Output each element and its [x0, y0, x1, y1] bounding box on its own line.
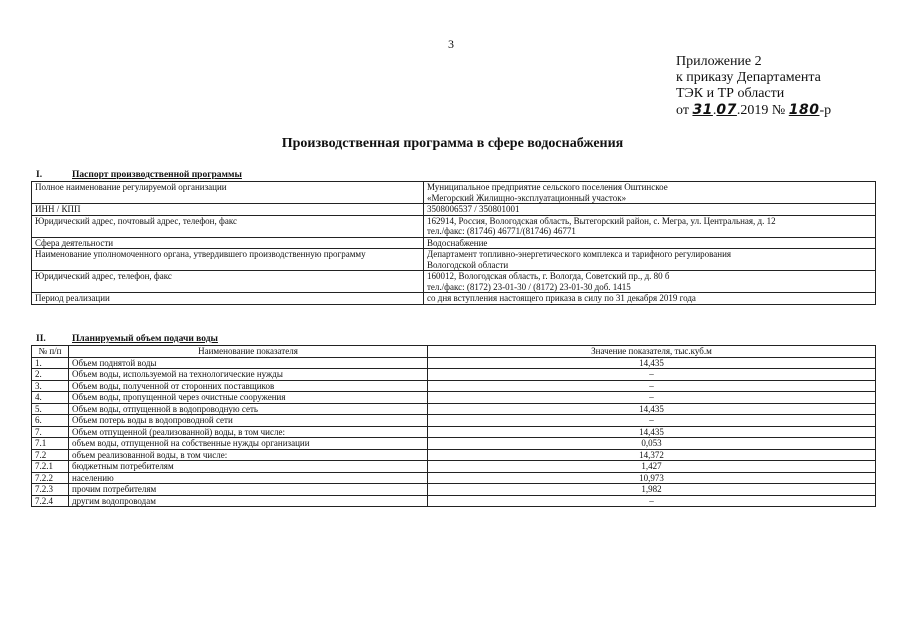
row-value: – — [428, 415, 876, 427]
passport-value — [424, 249, 876, 271]
passport-value — [424, 182, 876, 204]
passport-value — [424, 293, 876, 305]
table-row — [32, 495, 876, 507]
row-name: Объем воды, отпущенной в водопроводную сеть — [69, 403, 428, 415]
table-row — [32, 249, 876, 271]
passport-label: Юридический адрес, телефон, факс — [32, 271, 424, 293]
order-suffix: -р — [819, 103, 832, 118]
row-number: 5. — [32, 403, 69, 415]
date-day: 31 — [692, 102, 713, 118]
table-row — [32, 182, 876, 204]
row-value: 1,427 — [428, 461, 876, 473]
row-name: Объем отпущенной (реализованной) воды, в том числе: — [69, 426, 428, 438]
table-header-row — [32, 346, 876, 358]
row-number: 7.2.3 — [32, 484, 69, 496]
row-name: Объем поднятой воды — [69, 357, 428, 369]
row-value: 10,973 — [428, 472, 876, 484]
passport-label: ИНН / КПП — [32, 204, 424, 216]
passport-value-line: Вологодской области — [427, 259, 509, 270]
row-name: Объем потерь воды в водопроводной сети — [69, 415, 428, 427]
date-year: .2019 № — [736, 103, 789, 118]
passport-value-line: со дня вступления настоящего приказа в силу по 31 декабря 2019 года — [427, 293, 696, 303]
order-number: 180 — [788, 102, 820, 118]
appendix-line-1: Приложение 2 — [676, 54, 762, 69]
row-name: Объем воды, пропущенной через очистные сооружения — [69, 392, 428, 404]
document-title: Производственная программа в сфере водоснабжения — [281, 136, 624, 151]
passport-value — [424, 204, 876, 216]
row-number: 7.2 — [32, 449, 69, 461]
water-supply-table — [31, 345, 876, 507]
row-value: 14,435 — [428, 357, 876, 369]
table-row — [32, 438, 876, 450]
table-row — [32, 472, 876, 484]
row-value: – — [428, 392, 876, 404]
page-number: 3 — [448, 37, 454, 51]
date-month: 07 — [716, 102, 737, 118]
section-1-number: I. — [36, 170, 43, 180]
appendix-line-2: к приказу Департамента — [676, 70, 821, 85]
table-row — [32, 392, 876, 404]
passport-value-line: тел./факс: (81746) 46771/(81746) 46771 — [427, 226, 576, 236]
appendix-line-3: ТЭК и ТР области — [676, 86, 785, 101]
row-number: 7.2.4 — [32, 495, 69, 507]
section-1-title: Паспорт производственной программы — [72, 170, 242, 180]
col-header-number: № п/п — [32, 346, 69, 358]
table-row — [32, 403, 876, 415]
passport-value-line: Водоснабжение — [427, 237, 488, 248]
row-number: 7.2.2 — [32, 472, 69, 484]
passport-value-line: тел./факс: (8172) 23-01-30 / (8172) 23-01-30 доб. 1415 — [427, 281, 631, 292]
passport-table — [31, 181, 876, 305]
row-name: объем воды, отпущенной на собственные нужды организации — [69, 438, 428, 450]
table-row — [32, 426, 876, 438]
appendix-date-line — [676, 102, 831, 119]
date-sep: . — [712, 103, 717, 118]
row-number: 6. — [32, 415, 69, 427]
passport-label: Наименование уполномоченного органа, утвердившего производственную программу — [32, 249, 424, 271]
row-value: 14,435 — [428, 426, 876, 438]
passport-value-line: «Мегорский Жилищно-эксплуатационный участок» — [427, 192, 627, 203]
passport-value-line: 160012, Вологодская область, г. Вологда, Советский пр., д. 80 б — [427, 271, 670, 281]
date-prefix: от — [676, 103, 693, 118]
section-1-heading — [36, 170, 242, 180]
passport-value-line: Департамент топливно-энергетического комплекса и тарифного регулирования — [427, 249, 732, 259]
row-value: – — [428, 380, 876, 392]
table-row — [32, 380, 876, 392]
section-2-heading — [36, 334, 218, 344]
passport-value — [424, 237, 876, 249]
row-number: 4. — [32, 392, 69, 404]
col-header-name: Наименование показателя — [69, 346, 428, 358]
table-row — [32, 357, 876, 369]
table-row — [32, 369, 876, 381]
table-row — [32, 215, 876, 237]
row-value: – — [428, 495, 876, 507]
row-name: Объем воды, полученной от сторонних поставщиков — [69, 380, 428, 392]
table-row — [32, 204, 876, 216]
passport-label: Юридический адрес, почтовый адрес, телефон, факс — [32, 215, 424, 237]
table-row — [32, 461, 876, 473]
row-value: 1,982 — [428, 484, 876, 496]
table-row — [32, 415, 876, 427]
row-name: объем реализованной воды, в том числе: — [69, 449, 428, 461]
col-header-value: Значение показателя, тыс.куб.м — [428, 346, 876, 358]
section-2-title: Планируемый объем подачи воды — [72, 334, 218, 344]
row-number: 7. — [32, 426, 69, 438]
passport-value-line: 162914, Россия, Вологодская область, Вытегорский район, с. Мегра, ул. Центральная, д. 12 — [427, 215, 776, 226]
table-row — [32, 293, 876, 305]
row-number: 2. — [32, 369, 69, 381]
passport-value — [424, 271, 876, 293]
row-number: 3. — [32, 380, 69, 392]
row-number: 1. — [32, 357, 69, 369]
table-row — [32, 449, 876, 461]
row-number: 7.2.1 — [32, 461, 69, 473]
table-row — [32, 484, 876, 496]
row-name: населению — [69, 472, 428, 484]
row-value: – — [428, 369, 876, 381]
row-number: 7.1 — [32, 438, 69, 450]
passport-value-line: 3508006537 / 350801001 — [427, 204, 520, 214]
row-name: Объем воды, используемой на технологические нужды — [69, 369, 428, 381]
passport-value-line: Муниципальное предприятие сельского поселения Оштинское — [427, 182, 668, 192]
row-value: 0,053 — [428, 438, 876, 450]
row-name: бюджетным потребителям — [69, 461, 428, 473]
row-name: прочим потребителям — [69, 484, 428, 496]
table-row — [32, 271, 876, 293]
row-value: 14,435 — [428, 403, 876, 415]
table-row — [32, 237, 876, 249]
section-2-number: II. — [36, 334, 46, 344]
passport-value — [424, 215, 876, 237]
row-value: 14,372 — [428, 449, 876, 461]
passport-label: Сфера деятельности — [32, 237, 424, 249]
passport-label: Период реализации — [32, 293, 424, 305]
passport-label: Полное наименование регулируемой организации — [32, 182, 424, 204]
appendix-block — [676, 54, 831, 119]
row-name: другим водопроводам — [69, 495, 428, 507]
